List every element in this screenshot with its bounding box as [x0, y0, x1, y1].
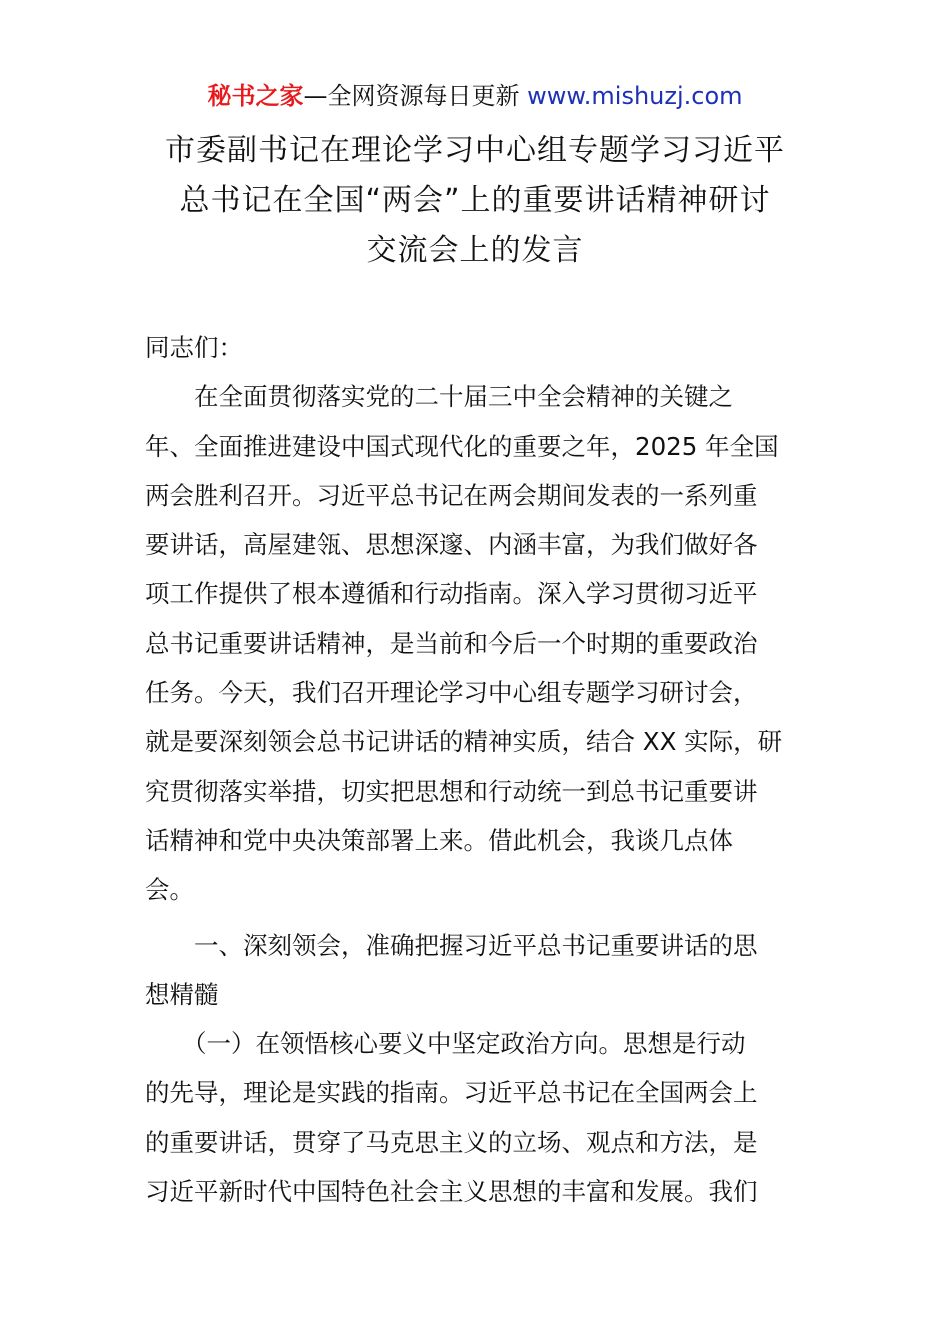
document-body: [145, 323, 805, 1216]
section-heading-line: 一、深刻领会，准确把握习近平总书记重要讲话的思: [194, 930, 758, 960]
title-line: 交流会上的发言: [366, 233, 584, 268]
salutation: 同志们：: [145, 333, 243, 362]
paragraph-line: 习近平新时代中国特色社会主义思想的丰富和发展。我们: [145, 1177, 758, 1207]
title-line: 总书记在全国“两会”上的重要讲话精神研讨: [179, 183, 771, 218]
paragraph-line: 总书记重要讲话精神，是当前和今后一个时期的重要政治: [145, 628, 758, 658]
paragraph-line: 话精神和党中央决策部署上来。借此机会，我谈几点体: [145, 825, 733, 855]
paragraph-line: 的先导，理论是实践的指南。习近平总书记在全国两会上: [145, 1078, 758, 1108]
document-title: [145, 126, 805, 276]
title-line: 市委副书记在理论学习中心组专题学习习近平: [165, 133, 785, 168]
paragraph-line: 就是要深刻领会总书记讲话的精神实质，结合 XX 实际，研: [145, 727, 783, 757]
site-url-link[interactable]: www.mishuzj.com: [527, 82, 743, 110]
paragraph-line: （一）在领悟核心要义中坚定政治方向。思想是行动: [182, 1029, 746, 1059]
paragraph-line: 在全面贯彻落实党的二十届三中全会精神的关键之: [194, 382, 733, 412]
paragraph-line: 的重要讲话，贯穿了马克思主义的立场、观点和方法，是: [145, 1127, 758, 1157]
paragraph-line: 究贯彻落实举措，切实把思想和行动统一到总书记重要讲: [145, 776, 758, 806]
section-heading-line: 想精髓: [145, 979, 219, 1009]
paragraph-line: 两会胜利召开。习近平总书记在两会期间发表的一系列重: [145, 480, 758, 510]
site-header: [0, 80, 950, 112]
paragraph-line: 任务。今天，我们召开理论学习中心组专题学习研讨会，: [145, 678, 758, 708]
paragraph-line: 项工作提供了根本遵循和行动指南。深入学习贯彻习近平: [145, 579, 758, 609]
paragraph-line: 要讲话，高屋建瓴、思想深邃、内涵丰富，为我们做好各: [145, 530, 758, 560]
brand-name: 秘书之家: [207, 82, 304, 110]
paragraph-line: 年、全面推进建设中国式现代化的重要之年，2025 年全国: [145, 431, 779, 461]
header-tagline: —全网资源每日更新: [303, 82, 520, 110]
paragraph-line: 会。: [145, 875, 194, 905]
